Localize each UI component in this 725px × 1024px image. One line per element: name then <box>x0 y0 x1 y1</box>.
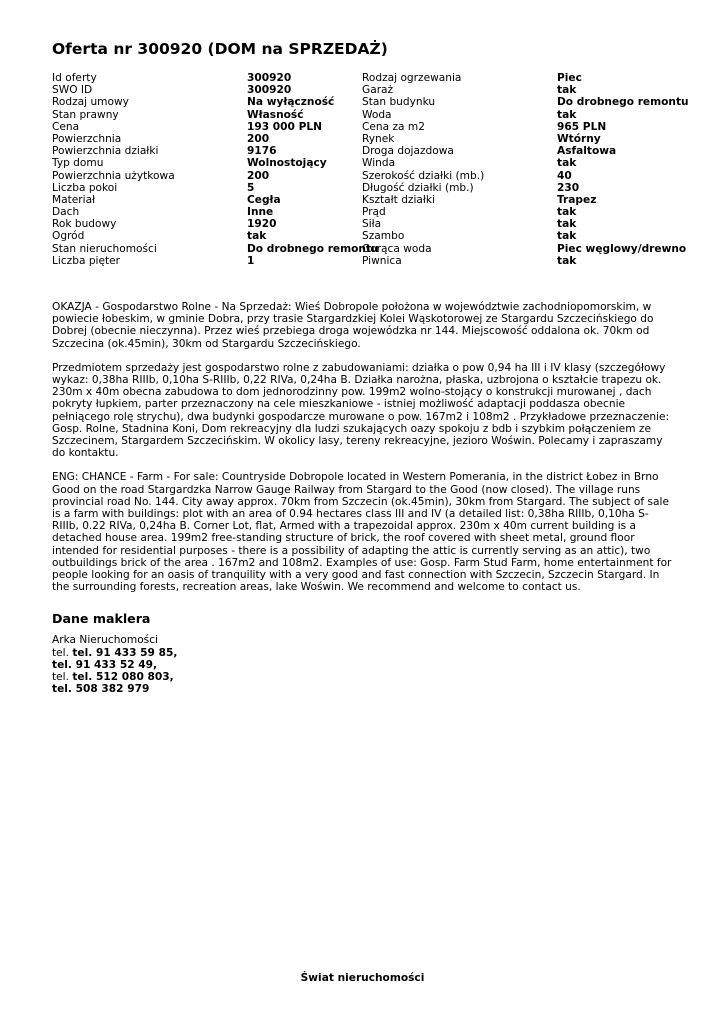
property-label: Szerokość działki (mb.) <box>362 169 485 182</box>
property-label: Stan prawny <box>52 108 119 121</box>
property-label: Stan nieruchomości <box>52 242 157 255</box>
property-value: 1 <box>247 254 255 267</box>
description-paragraph: Przedmiotem sprzedaży jest gospodarstwo rolne z zabudowaniami: działka o pow 0,94 ha III i IV klasy (szczegółowy wykaz: 0,38ha RIIIb, 0,10ha S-RIIIb, 0,22 RIVa, 0,24ha B. Działka narożna, płaska, uzbrojona o kształcie trapezu ok. 230m x 40m obecna zabudowa to dom jednorodzinny pow. 199m2 wolno-stojący o konstrukcji murowanej , dach pokryty łupkiem, parter przeznaczony na cele mieszkaniowe - istniej możliwość adaptacji poddasza obecnie pełniącego rolę strychu), dwa budynki gospodarcze murowane o pow. 167m2 i 108m2 . Przykładowe przeznaczenie: Gosp. Rolne, Stadnina Koni, Dom rekreacyjny dla ludzi szukających oazy spokoju z bdb i szybkim połączeniem ze Szczecinem, Stargardem Szczecińskim. W okolicy lasy, tereny rekreacyjne, jezioro Woświn. Polecamy i zapraszamy do kontaktu. <box>52 361 670 460</box>
property-value: 965 PLN <box>557 120 607 133</box>
property-value: 5 <box>247 181 255 194</box>
property-value: 193 000 PLN <box>247 120 322 133</box>
property-label: Cena za m2 <box>362 120 425 133</box>
table-row <box>52 194 692 206</box>
property-value: 200 <box>247 169 270 182</box>
property-label: Piwnica <box>362 254 402 267</box>
property-label: Stan budynku <box>362 96 436 109</box>
property-value: Wolnostojący <box>247 157 327 170</box>
table-row <box>52 145 692 157</box>
property-value: Trapez <box>557 193 597 206</box>
property-value: 1920 <box>247 218 277 231</box>
property-label: Długość działki (mb.) <box>362 181 474 194</box>
property-label: Id oferty <box>52 72 97 84</box>
property-value: Piec <box>557 72 582 84</box>
property-value: tak <box>557 254 577 267</box>
phone-link[interactable]: tel. 91 433 59 85, <box>72 646 178 659</box>
table-row <box>52 96 692 108</box>
property-label: Droga dojazdowa <box>362 145 454 158</box>
property-value: tak <box>557 218 577 231</box>
property-value: 230 <box>557 181 580 194</box>
table-row <box>52 133 692 145</box>
property-value: tak <box>557 230 577 243</box>
page-footer: Świat nieruchomości <box>300 972 425 984</box>
property-value: tak <box>557 84 577 97</box>
property-label: Rodzaj umowy <box>52 96 129 109</box>
property-value: Inne <box>247 206 274 219</box>
phone-link[interactable]: tel. 91 433 52 49, <box>52 658 158 671</box>
property-label: Liczba pięter <box>52 254 121 267</box>
property-value: 40 <box>557 169 572 182</box>
table-row <box>52 218 692 230</box>
broker-heading: Dane maklera <box>52 611 151 627</box>
property-value: tak <box>557 108 577 121</box>
property-label: Materiał <box>52 193 96 206</box>
description-paragraph: ENG: CHANCE - Farm - For sale: Countryside Dobropole located in Western Pomerania, in the district Łobez in Brno Good on the road Stargardzka Narrow Gauge Railway from Stargard to the Good (now closed). The village runs provincial road No. 144. City away approx. 70km from Szczecin (ok.45min), 30km from Stargard. The subject of sale is a farm with buildings: plot with an area of 0.94 hectares class III and IV (a detailed list: 0,38ha RIIIb, 0,10ha S-RIIIb, 0.22 RIVa, 0,24ha B. Corner Lot, flat, Armed with a trapezoidal approx. 230m x 40m current building is a detached house area. 199m2 free-standing structure of brick, the roof covered with sheet metal, ground floor intended for residential purposes - there is a possibility of adapting the attic is currently serving as an attic), two outbuildings brick of the area . 167m2 and 108m2. Examples of use: Gosp. Farm Stud Farm, home entertainment for people looking for an oasis of tranquility with a very good and fast connection with Szczecin, Szczecin Stargard. In the surrounding forests, recreation areas, lake Woświn. We recommend and welcome to contact us. <box>52 471 672 594</box>
property-label: Cena <box>52 120 80 133</box>
table-row <box>52 121 692 133</box>
table-row <box>52 182 692 194</box>
page-title: Oferta nr 300920 (DOM na SPRZEDAŻ) <box>52 40 388 58</box>
phone-prefix: tel. <box>52 646 69 659</box>
table-row <box>52 84 692 96</box>
property-value: 300920 <box>247 72 292 84</box>
description-paragraph: OKAZJA - Gospodarstwo Rolne - Na Sprzedaż: Wieś Dobropole położona w województwie zachodniopomorskim, w powiecie łobeskim, w gminie Dobra, przy trasie Stargardzkiej Kolei Wąskotorowej ze Stargardu Szczecińskiego do Dobrej (obecnie nieczynna). Przez wieś przebiega droga wojewódzka nr 144. Miejscowość oddalona ok. 70km od Szczecina (ok.45min), 30km od Stargardu Szczecińskiego. <box>52 301 654 350</box>
table-row <box>52 243 692 255</box>
broker-name: Arka Nieruchomości <box>52 634 158 647</box>
property-label: Liczba pokoi <box>52 181 118 194</box>
property-label: Dach <box>52 206 80 219</box>
property-label: Typ domu <box>52 157 104 170</box>
broker-phone-line <box>52 647 692 659</box>
property-value: Własność <box>247 108 304 121</box>
property-label: Kształt działki <box>362 193 436 206</box>
property-value: Wtórny <box>557 132 601 145</box>
property-label: Ogród <box>52 230 85 243</box>
table-row <box>52 72 692 84</box>
table-row <box>52 206 692 218</box>
property-value: 300920 <box>247 84 292 97</box>
property-label: Rok budowy <box>52 218 117 231</box>
property-value: Asfaltowa <box>557 145 617 158</box>
property-value: Na wyłączność <box>247 96 335 109</box>
property-label: Powierzchnia użytkowa <box>52 169 175 182</box>
offer-description <box>52 301 672 593</box>
property-label: Powierzchnia działki <box>52 145 159 158</box>
property-label: SWO ID <box>52 84 93 97</box>
property-label: Rynek <box>362 132 395 145</box>
phone-prefix: tel. <box>52 671 69 684</box>
property-label: Prąd <box>362 206 386 219</box>
property-label: Szambo <box>362 230 405 243</box>
table-row <box>52 170 692 182</box>
property-value: 9176 <box>247 145 277 158</box>
property-value: Cegła <box>247 193 281 206</box>
property-label: Siła <box>362 218 382 231</box>
property-value: tak <box>557 157 577 170</box>
phone-link[interactable]: tel. 512 080 803, <box>72 671 174 684</box>
property-label: Powierzchnia <box>52 132 122 145</box>
table-row <box>52 157 692 169</box>
property-value: tak <box>557 206 577 219</box>
property-value: Piec węglowy/drewno <box>557 242 687 255</box>
property-label: Rodzaj ogrzewania <box>362 72 462 84</box>
table-row <box>52 109 692 121</box>
phone-link[interactable]: tel. 508 382 979 <box>52 683 150 696</box>
property-value: Do drobnego remontu <box>247 242 379 255</box>
offer-page <box>52 40 692 695</box>
property-label: Woda <box>362 108 392 121</box>
property-value: Do drobnego remontu <box>557 96 689 109</box>
property-label: Garaż <box>362 84 394 97</box>
broker-details <box>52 634 692 695</box>
property-value: tak <box>247 230 267 243</box>
property-label: Winda <box>362 157 396 170</box>
property-table <box>52 72 692 267</box>
property-value: 200 <box>247 132 270 145</box>
property-label: Gorąca woda <box>362 242 432 255</box>
table-row <box>52 230 692 242</box>
table-row <box>52 255 692 267</box>
